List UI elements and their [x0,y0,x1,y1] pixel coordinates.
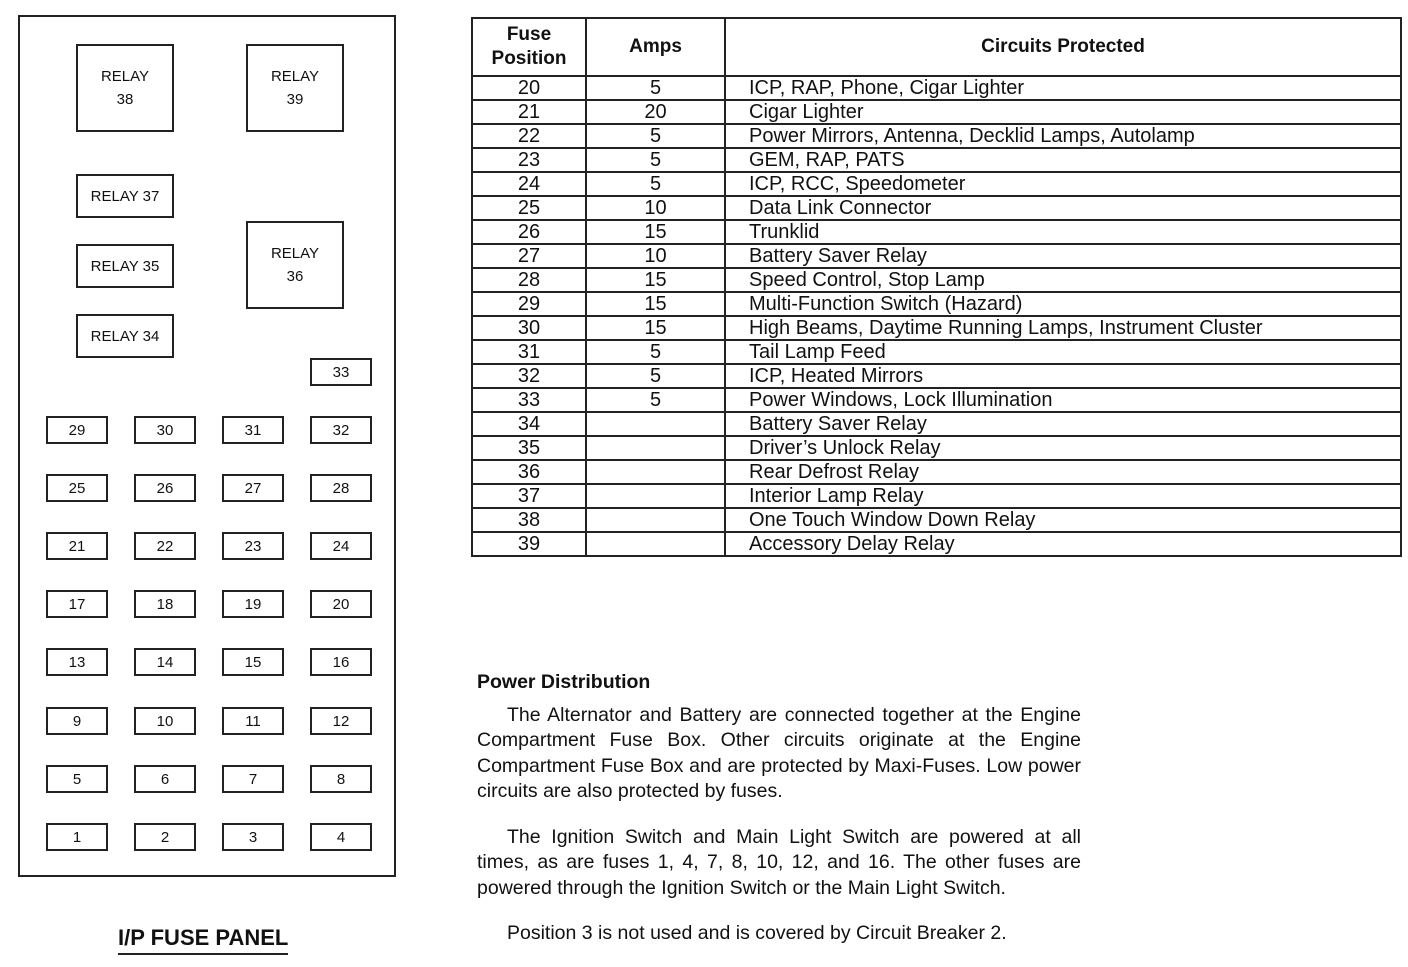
fuse-position-cell: 35 [472,436,586,460]
table-row [472,436,1401,460]
table-row [472,412,1401,436]
relay-38: RELAY 38 [76,44,174,132]
amps-cell: 5 [586,364,725,388]
circuit-cell: Multi-Function Switch (Hazard) [725,292,1401,316]
fuse-11: 11 [222,707,284,735]
circuit-cell: Battery Saver Relay [725,412,1401,436]
fuse-position-cell: 30 [472,316,586,340]
circuit-cell: High Beams, Daytime Running Lamps, Instrument Cluster [725,316,1401,340]
circuit-cell: Power Mirrors, Antenna, Decklid Lamps, Autolamp [725,124,1401,148]
amps-cell [586,460,725,484]
table-row [472,364,1401,388]
circuit-cell: Accessory Delay Relay [725,532,1401,556]
table-row [472,340,1401,364]
fuse-16: 16 [310,648,372,676]
fuse-22: 22 [134,532,196,560]
table-row [472,532,1401,556]
fuse-31: 31 [222,416,284,444]
amps-cell: 10 [586,244,725,268]
amps-cell [586,532,725,556]
header-circuits-protected: Circuits Protected [725,18,1401,76]
fuse-27: 27 [222,474,284,502]
table-body [472,76,1401,556]
circuit-cell: GEM, RAP, PATS [725,148,1401,172]
fuse-2: 2 [134,823,196,851]
circuit-cell: ICP, RAP, Phone, Cigar Lighter [725,76,1401,100]
table-header-row [472,18,1401,76]
relay-36: RELAY 36 [246,221,344,309]
fuse-table [471,17,1402,557]
circuit-cell: ICP, RCC, Speedometer [725,172,1401,196]
circuit-cell: Driver’s Unlock Relay [725,436,1401,460]
table-row [472,388,1401,412]
fuse-position-cell: 39 [472,532,586,556]
table-row [472,292,1401,316]
fuse-1: 1 [46,823,108,851]
table-row [472,124,1401,148]
circuit-cell: Rear Defrost Relay [725,460,1401,484]
fuse-position-cell: 25 [472,196,586,220]
fuse-14: 14 [134,648,196,676]
table-row [472,172,1401,196]
header-amps: Amps [586,18,725,76]
fuse-position-cell: 31 [472,340,586,364]
amps-cell: 10 [586,196,725,220]
relay-37: RELAY 37 [76,174,174,218]
amps-cell: 20 [586,100,725,124]
table-row [472,220,1401,244]
circuit-cell: Battery Saver Relay [725,244,1401,268]
circuit-cell: Trunklid [725,220,1401,244]
fuse-17: 17 [46,590,108,618]
paragraph: The Ignition Switch and Main Light Switch are powered at all times, as are fuses 1, 4, 7, 8, 10, 12, and 16. The other fuses are powered through the Ignition Switch or the Main Light Switch. [477,825,1081,899]
amps-cell: 5 [586,340,725,364]
panel-title: I/P FUSE PANEL [118,924,288,955]
circuit-cell: Tail Lamp Feed [725,340,1401,364]
table-row [472,484,1401,508]
circuit-cell: Cigar Lighter [725,100,1401,124]
relay-39: RELAY 39 [246,44,344,132]
amps-cell: 5 [586,172,725,196]
fuse-18: 18 [134,590,196,618]
table-row [472,148,1401,172]
fuse-23: 23 [222,532,284,560]
fuse-12: 12 [310,707,372,735]
amps-cell [586,508,725,532]
fuse-8: 8 [310,765,372,793]
fuse-10: 10 [134,707,196,735]
fuse-28: 28 [310,474,372,502]
table-row [472,196,1401,220]
fuse-33: 33 [310,358,372,386]
amps-cell: 5 [586,124,725,148]
fuse-9: 9 [46,707,108,735]
fuse-position-cell: 20 [472,76,586,100]
paragraph: Position 3 is not used and is covered by Circuit Breaker 2. [507,922,1007,944]
amps-cell [586,484,725,508]
fuse-19: 19 [222,590,284,618]
table-row [472,244,1401,268]
table-row [472,460,1401,484]
fuse-21: 21 [46,532,108,560]
fuse-position-cell: 24 [472,172,586,196]
fuse-position-cell: 34 [472,412,586,436]
amps-cell: 5 [586,148,725,172]
fuse-position-cell: 26 [472,220,586,244]
amps-cell [586,436,725,460]
fuse-position-cell: 37 [472,484,586,508]
fuse-15: 15 [222,648,284,676]
amps-cell: 15 [586,220,725,244]
power-distribution-section [477,670,1081,967]
table-row [472,100,1401,124]
fuse-position-cell: 21 [472,100,586,124]
fuse-position-cell: 29 [472,292,586,316]
amps-cell: 5 [586,76,725,100]
fuse-6: 6 [134,765,196,793]
fuse-13: 13 [46,648,108,676]
amps-cell: 15 [586,268,725,292]
fuse-position-cell: 33 [472,388,586,412]
table-row [472,268,1401,292]
relay-34: RELAY 34 [76,314,174,358]
amps-cell: 5 [586,388,725,412]
fuse-position-cell: 22 [472,124,586,148]
amps-cell [586,412,725,436]
fuse-20: 20 [310,590,372,618]
circuit-cell: ICP, Heated Mirrors [725,364,1401,388]
circuit-cell: One Touch Window Down Relay [725,508,1401,532]
table-row [472,508,1401,532]
amps-cell: 15 [586,316,725,340]
amps-cell: 15 [586,292,725,316]
relay-35: RELAY 35 [76,244,174,288]
fuse-position-cell: 27 [472,244,586,268]
fuse-5: 5 [46,765,108,793]
fuse-position-cell: 36 [472,460,586,484]
circuit-cell: Interior Lamp Relay [725,484,1401,508]
fuse-26: 26 [134,474,196,502]
header-fuse-position: Fuse Position [472,18,586,76]
fuse-32: 32 [310,416,372,444]
fuse-29: 29 [46,416,108,444]
fuse-position-cell: 32 [472,364,586,388]
power-distribution-heading: Power Distribution [477,671,651,693]
circuit-cell: Data Link Connector [725,196,1401,220]
fuse-4: 4 [310,823,372,851]
fuse-position-cell: 23 [472,148,586,172]
paragraph: The Alternator and Battery are connected together at the Engine Compartment Fuse Box. Other circuits originate at the Engine Compartment Fuse Box and are protected by Maxi-Fuses. Low power circuits are also protected by fuses. [477,703,1081,802]
fuse-3: 3 [222,823,284,851]
circuit-cell: Power Windows, Lock Illumination [725,388,1401,412]
fuse-24: 24 [310,532,372,560]
circuit-cell: Speed Control, Stop Lamp [725,268,1401,292]
fuse-30: 30 [134,416,196,444]
fuse-position-cell: 28 [472,268,586,292]
table-row [472,76,1401,100]
fuse-7: 7 [222,765,284,793]
table-row [472,316,1401,340]
fuse-position-cell: 38 [472,508,586,532]
fuse-panel-diagram [18,15,396,877]
fuse-25: 25 [46,474,108,502]
